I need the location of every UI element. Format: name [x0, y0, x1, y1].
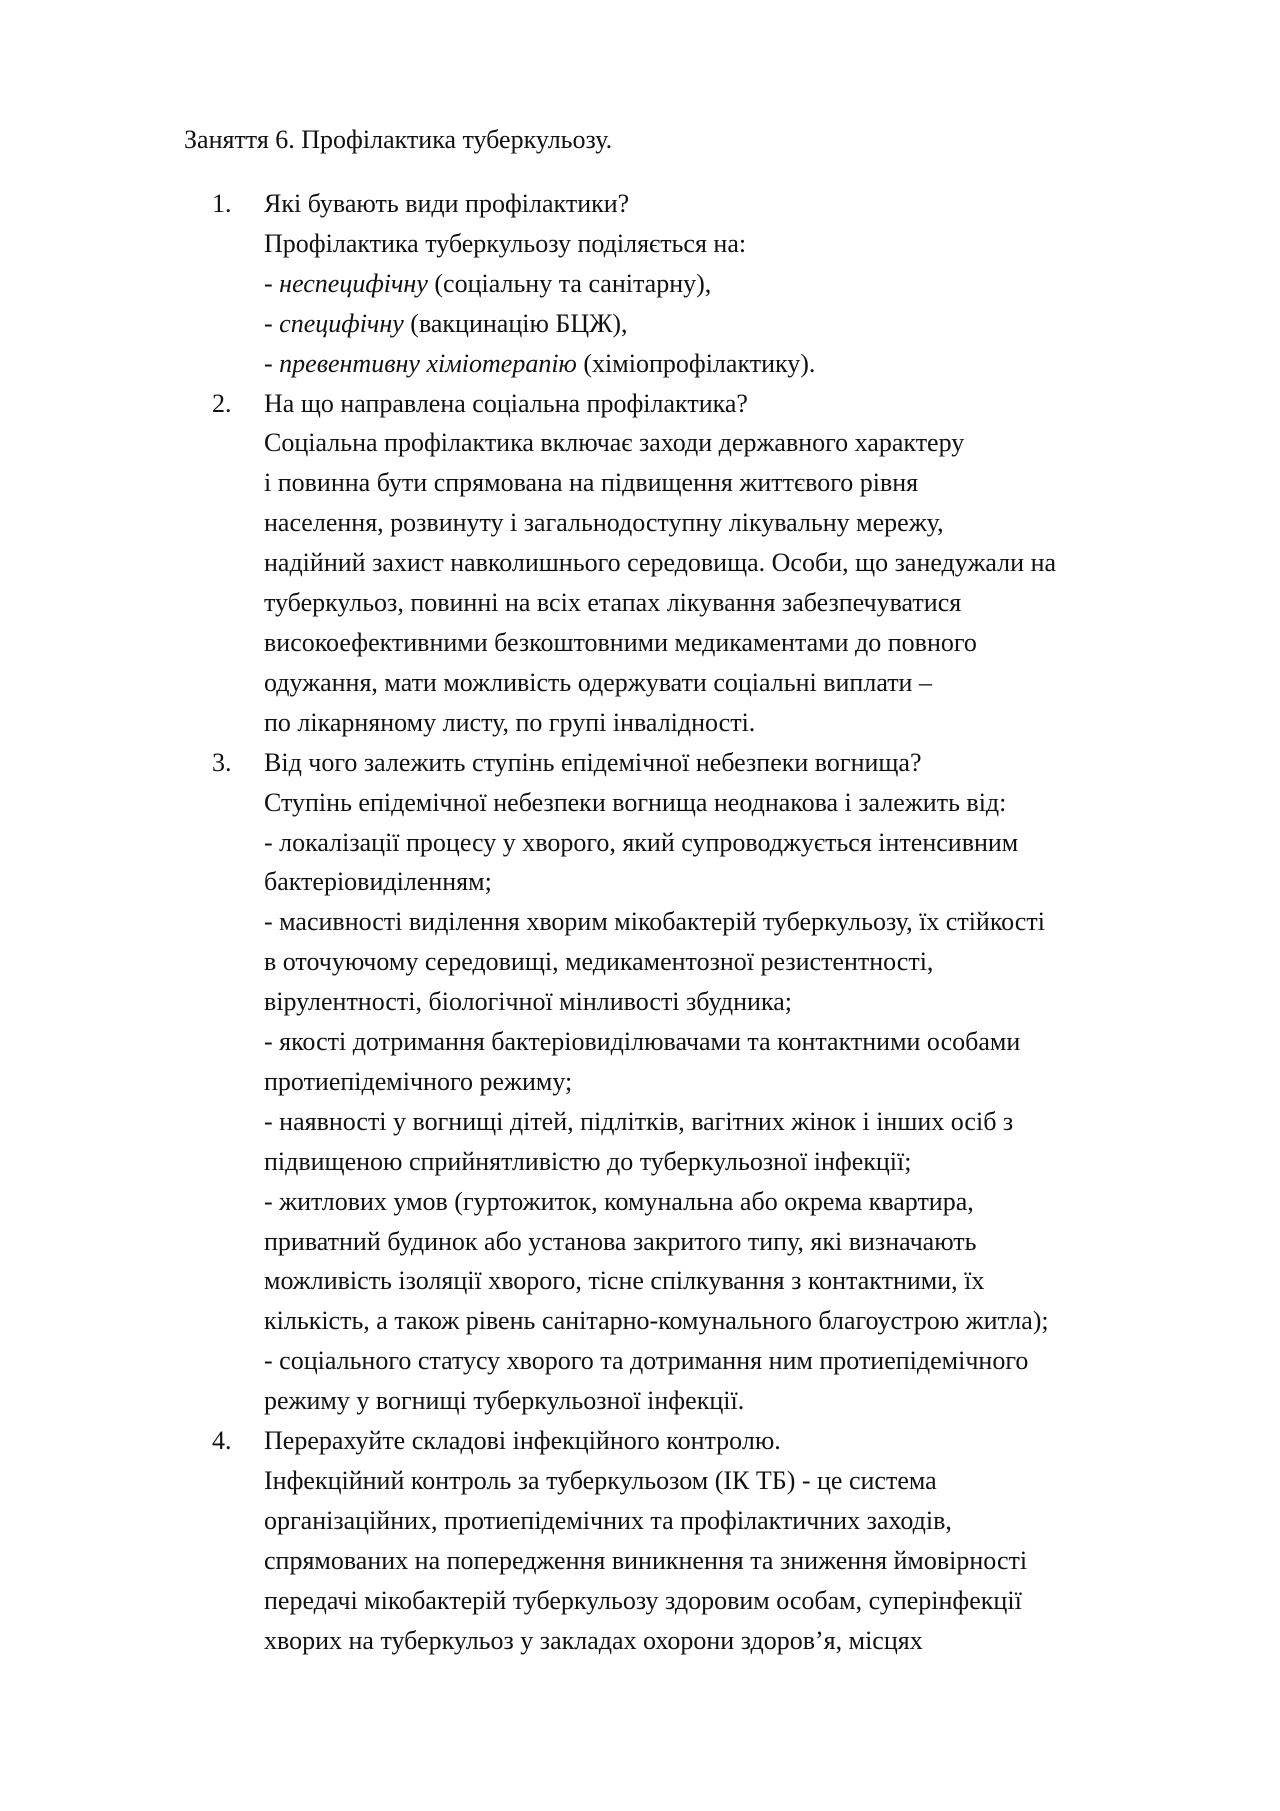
bullet-prefix: -	[264, 308, 280, 338]
answer-line: в оточуючому середовищі, медикаментозної резистентності,	[264, 947, 934, 977]
answer-line: по лікарняному листу, по групі інвалідності.	[264, 707, 756, 737]
page-title: Заняття 6. Профілактика туберкульозу.	[184, 125, 613, 154]
bullet-prefix: -	[264, 268, 280, 298]
prevention-term: специфічну	[279, 308, 404, 338]
question-number: 4.	[212, 1426, 232, 1456]
answer-line: організаційних, протиепідемічних та профілактичних заходів,	[264, 1505, 952, 1535]
answer-line: туберкульоз, повинні на всіх етапах лікування забезпечуватися	[264, 588, 962, 618]
prevention-term: превентивну хіміотерапію	[279, 348, 577, 378]
prevention-type	[264, 264, 1212, 304]
answer-line: - локалізації процесу у хворого, який супроводжується інтенсивним	[264, 827, 1019, 857]
question-list	[212, 184, 1212, 1661]
question-text: Від чого залежить ступінь епідемічної небезпеки вогнища?	[264, 747, 922, 777]
answer-line: Інфекційний контроль за туберкульозом (ІК ТБ) - це система	[264, 1466, 937, 1495]
answer-line: протиепідемічного режиму;	[264, 1066, 573, 1096]
answer-line: населення, розвинуту і загальнодоступну лікувальну мережу,	[264, 508, 944, 538]
answer-line: - житлових умов (гуртожиток, комунальна або окрема квартира,	[264, 1186, 974, 1216]
answer-line: підвищеною сприйнятливістю до туберкульозної інфекції;	[264, 1146, 912, 1176]
list-item-q1	[212, 184, 1212, 384]
question-number: 1.	[212, 189, 232, 218]
answer-line: - масивності виділення хворим мікобактерій туберкульозу, їх стійкості	[264, 907, 1045, 937]
answer-line: передачі мікобактерій туберкульозу здоровим особам, суперінфекції	[264, 1585, 1022, 1615]
list-item-q3	[212, 743, 1212, 1421]
answer-line: - якості дотримання бактеріовиділювачами та контактними особами	[264, 1027, 1021, 1057]
question-text: Які бувають види профілактики?	[264, 189, 630, 218]
answer-line: Профілактика туберкульозу поділяється на:	[264, 228, 747, 258]
bullet-prefix: -	[264, 348, 280, 378]
question-number: 2.	[212, 388, 232, 418]
answer-line: - соціального статусу хворого та дотримання ним протиепідемічного	[264, 1346, 1029, 1376]
answer-line: кількість, а також рівень санітарно-комунального благоустрою житла);	[264, 1306, 1049, 1336]
prevention-type	[264, 304, 1212, 344]
answer-line: приватний будинок або установа закритого типу, які визначають	[264, 1226, 977, 1256]
answer-line: вірулентності, біологічної мінливості збудника;	[264, 987, 792, 1017]
answer-line: спрямованих на попередження виникнення та зниження ймовірності	[264, 1545, 1028, 1575]
answer-line: хворих на туберкульоз у закладах охорони здоров’я, місцях	[264, 1625, 923, 1655]
answer-line: Соціальна профілактика включає заходи державного характеру	[264, 428, 965, 458]
list-item-q4	[212, 1421, 1212, 1660]
answer-line: бактеріовиділенням;	[264, 867, 492, 897]
prevention-note: (вакцинацію БЦЖ),	[403, 308, 628, 338]
answer-line: можливість ізоляції хворого, тісне спілкування з контактними, їх	[264, 1266, 985, 1296]
answer-line: - наявності у вогнищі дітей, підлітків, вагітних жінок і інших осіб з	[264, 1106, 1014, 1136]
answer-line: і повинна бути спрямована на підвищення життєвого рівня	[264, 468, 919, 498]
answer-line: надійний захист навколишнього середовища. Особи, що занедужали на	[264, 548, 1057, 578]
question-text: На що направлена соціальна профілактика?	[264, 388, 748, 418]
answer-line: Ступінь епідемічної небезпеки вогнища неоднакова і залежить від:	[264, 787, 1007, 817]
list-item-q2	[212, 384, 1212, 743]
question-number: 3.	[212, 747, 232, 777]
prevention-note: (хіміопрофілактику).	[576, 348, 816, 378]
answer-line: високоефективними безкоштовними медикаментами до повного	[264, 627, 977, 657]
prevention-type	[264, 344, 1212, 384]
answer-line: режиму у вогнищі туберкульозної інфекції.	[264, 1386, 745, 1416]
question-text: Перерахуйте складові інфекційного контролю.	[264, 1426, 781, 1456]
answer-line: одужання, мати можливість одержувати соціальні виплати –	[264, 667, 932, 697]
prevention-term: неспецифічну	[279, 268, 428, 298]
prevention-note: (соціальну та санітарну),	[427, 268, 712, 298]
